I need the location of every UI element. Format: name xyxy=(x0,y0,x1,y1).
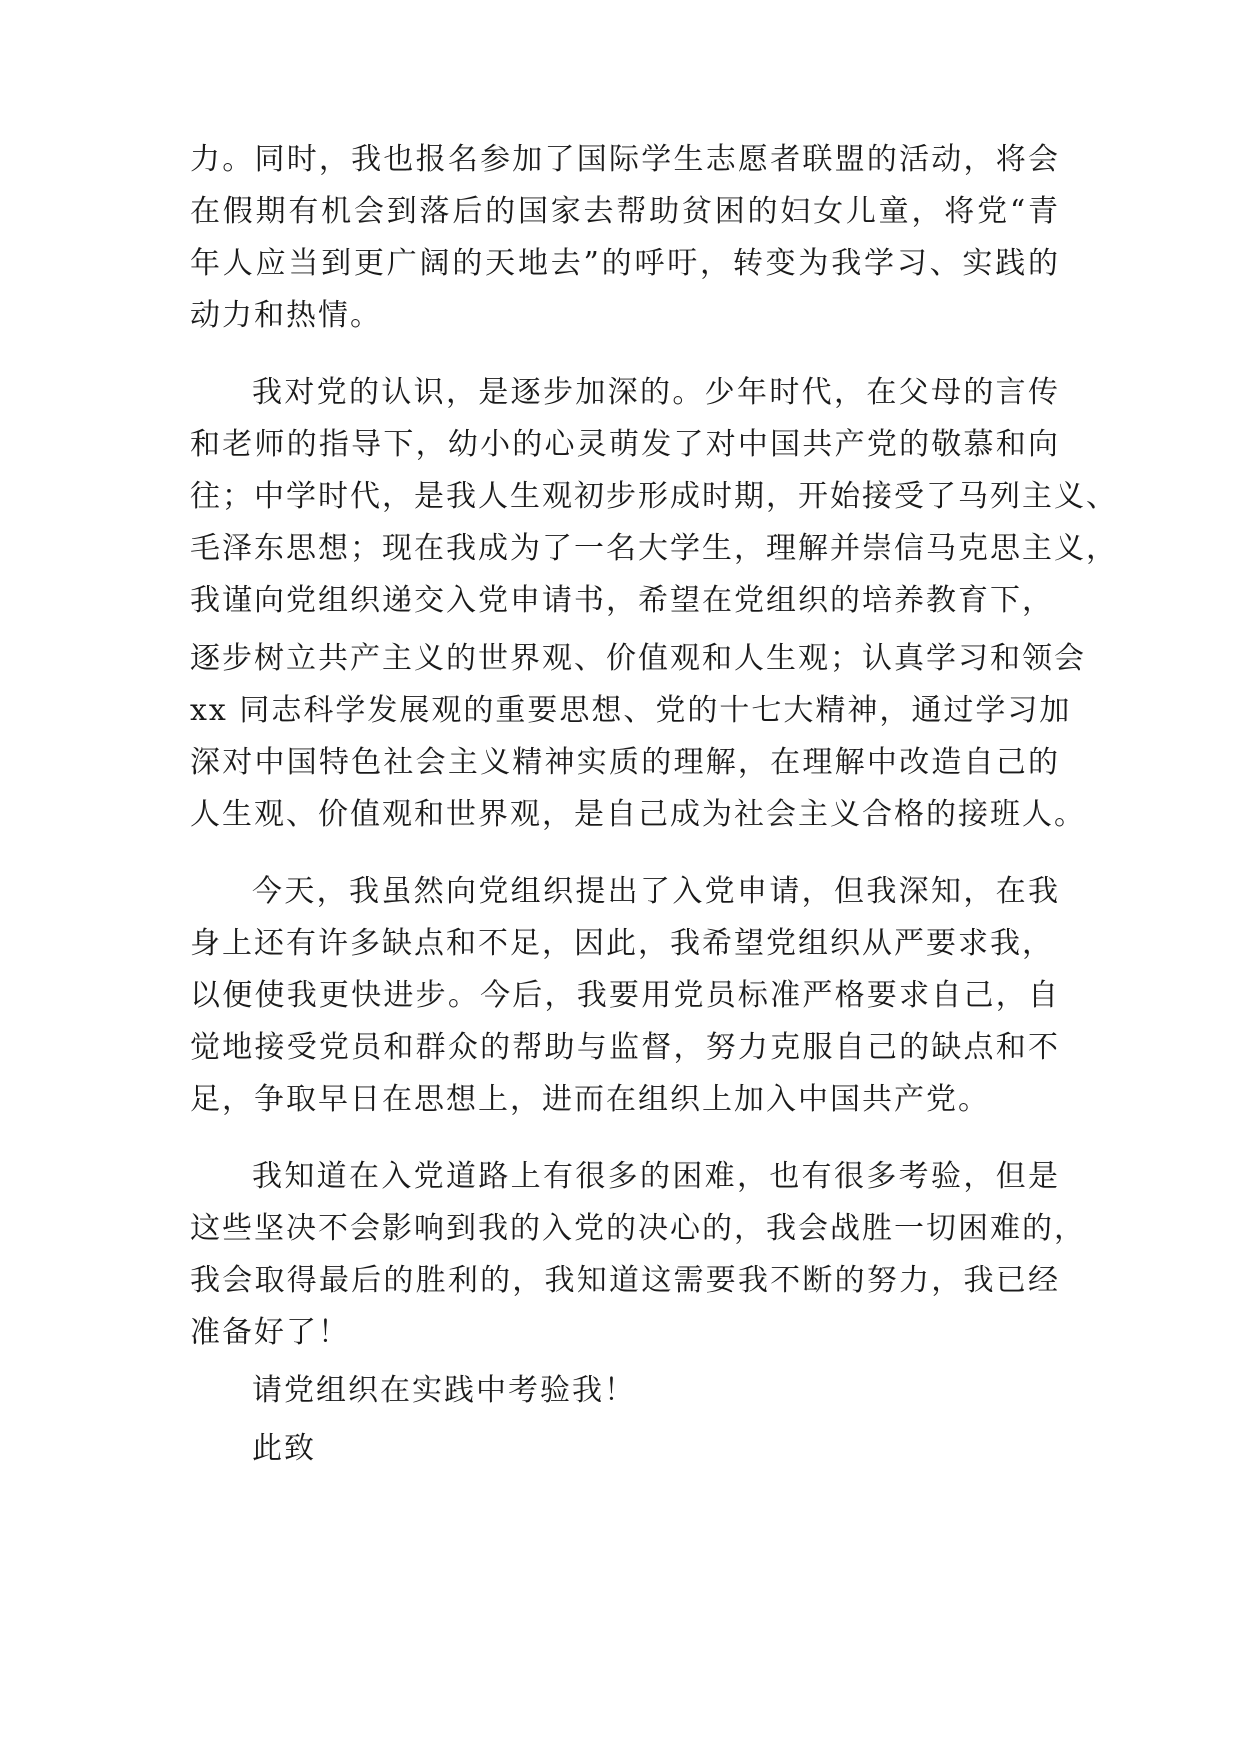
text-line-20: 这些坚决不会影响到我的入党的决心的，我会战胜一切困难的， xyxy=(190,1211,1086,1246)
text-line-9: 我谨向党组织递交入党申请书，希望在党组织的培养教育下， xyxy=(190,583,1054,618)
text-line-8: 毛泽东思想；现在我成为了一名大学生，理解并崇信马克思主义， xyxy=(190,531,1118,566)
text-line-19: 我知道在入党道路上有很多的困难，也有很多考验，但是 xyxy=(252,1159,1060,1194)
text-line-15: 身上还有许多缺点和不足，因此，我希望党组织从严要求我， xyxy=(190,926,1054,961)
text-line-10: 逐步树立共产主义的世界观、价值观和人生观；认真学习和领会 xyxy=(190,641,1086,676)
text-line-2: 在假期有机会到落后的国家去帮助贫困的妇女儿童，将党“青 xyxy=(190,194,1060,229)
text-line-13: 人生观、价值观和世界观，是自己成为社会主义合格的接班人。 xyxy=(190,797,1086,832)
closing-line: 此致 xyxy=(252,1431,316,1466)
text-line-22: 准备好了！ xyxy=(190,1315,350,1350)
text-line-5: 我对党的认识，是逐步加深的。少年时代，在父母的言传 xyxy=(252,375,1060,410)
text-line-12: 深对中国特色社会主义精神实质的理解，在理解中改造自己的 xyxy=(190,745,1060,780)
text-line-6: 和老师的指导下，幼小的心灵萌发了对中国共产党的敬慕和向 xyxy=(190,427,1060,462)
text-line-16: 以便使我更快进步。今后，我要用党员标准严格要求自己，自 xyxy=(190,978,1060,1013)
text-line-3: 年人应当到更广阔的天地去”的呼吁，转变为我学习、实践的 xyxy=(190,246,1060,281)
text-line-17: 觉地接受党员和群众的帮助与监督，努力克服自己的缺点和不 xyxy=(190,1030,1060,1065)
text-line-7: 往；中学时代，是我人生观初步形成时期，开始接受了马列主义、 xyxy=(190,479,1118,514)
text-line-21: 我会取得最后的胜利的，我知道这需要我不断的努力，我已经 xyxy=(190,1263,1060,1298)
text-line-14: 今天，我虽然向党组织提出了入党申请，但我深知，在我 xyxy=(252,874,1060,909)
text-line-11: xx 同志科学发展观的重要思想、党的十七大精神，通过学习加 xyxy=(190,693,1072,728)
text-line-4: 动力和热情。 xyxy=(190,298,382,333)
text-line-23: 请党组织在实践中考验我！ xyxy=(252,1373,636,1408)
text-line-1: 力。同时，我也报名参加了国际学生志愿者联盟的活动，将会 xyxy=(190,142,1060,177)
text-line-18: 足，争取早日在思想上，进而在组织上加入中国共产党。 xyxy=(190,1082,990,1117)
